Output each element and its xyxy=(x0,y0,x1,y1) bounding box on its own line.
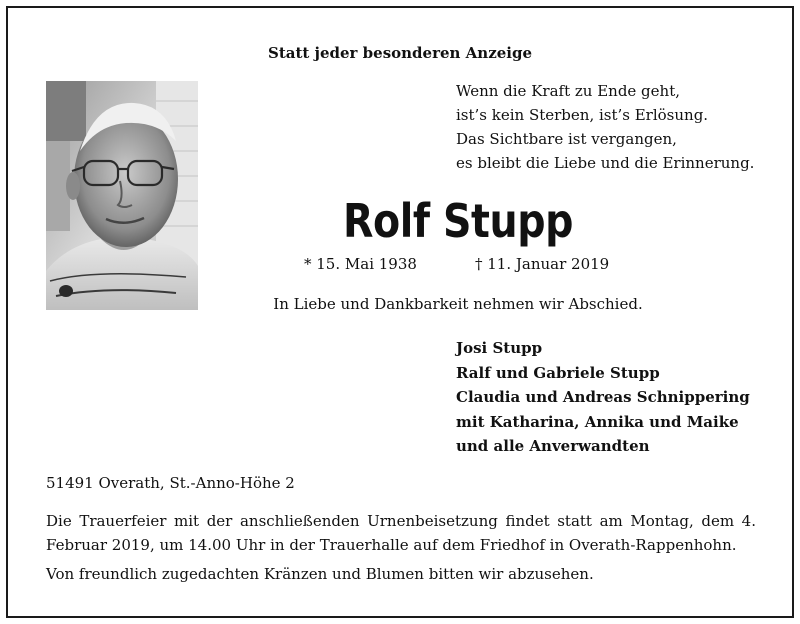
deceased-name: Rolf Stupp xyxy=(342,194,574,248)
poem-line: Das Sichtbare ist vergangen, xyxy=(456,130,677,148)
mourner-line: und alle Anverwandten xyxy=(456,437,650,455)
obituary-card xyxy=(6,6,794,618)
poem-line: ist’s kein Sterben, ist’s Erlösung. xyxy=(456,106,709,124)
mourners-list xyxy=(456,336,750,459)
mourner-line: mit Katharina, Annika und Maike xyxy=(456,412,739,431)
birth-date: * 15. Mai 1938 xyxy=(304,255,417,273)
poem xyxy=(456,79,754,175)
poem-line: Wenn die Kraft zu Ende geht, xyxy=(456,82,680,100)
mourner-line: Josi Stupp xyxy=(456,339,543,357)
address: 51491 Overath, St.-Anno-Höhe 2 xyxy=(46,474,295,492)
header-text: Statt jeder besonderen Anzeige xyxy=(267,44,533,62)
wreaths-note: Von freundlich zugedachten Kränzen und Blumen bitten wir abzusehen. xyxy=(46,565,594,583)
mourner-line: Claudia und Andreas Schnippering xyxy=(456,388,750,406)
farewell-text: In Liebe und Dankbarkeit nehmen wir Abschied. xyxy=(273,295,643,313)
ceremony-text: Die Trauerfeier mit der anschließenden Urnenbeisetzung findet statt am Montag, dem 4. Februar 2019, um 14.00 Uhr in der Trauerhalle auf dem Friedhof in Overath-Rappenhohn. xyxy=(46,512,756,554)
mourner-line: Ralf und Gabriele Stupp xyxy=(456,363,660,382)
death-date: † 11. Januar 2019 xyxy=(475,255,610,273)
poem-line: es bleibt die Liebe und die Erinnerung. xyxy=(456,154,755,172)
